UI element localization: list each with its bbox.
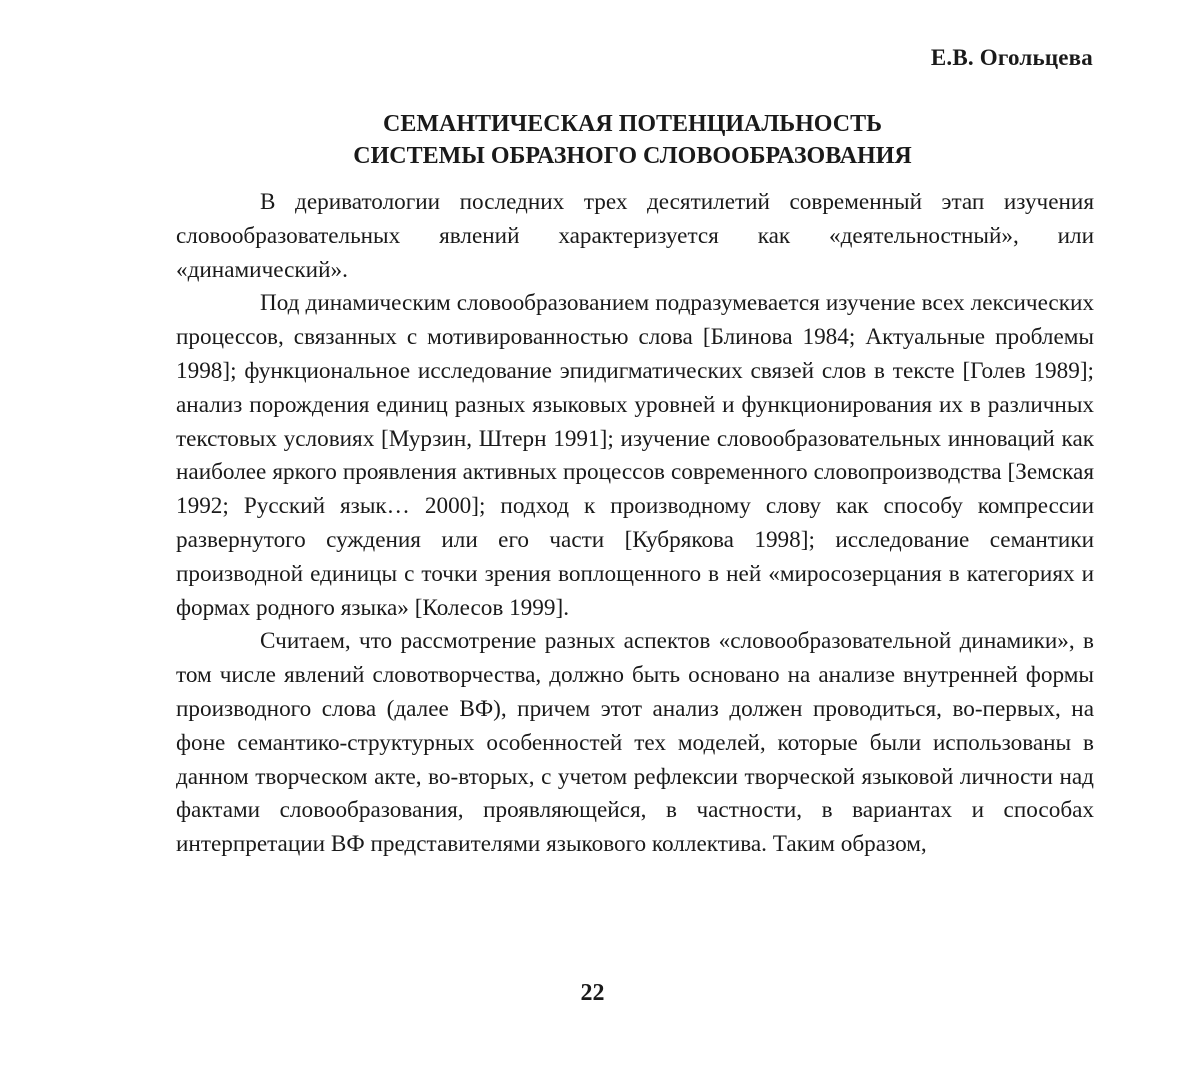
article-title xyxy=(175,108,1090,172)
title-line-2: СИСТЕМЫ ОБРАЗНОГО СЛОВООБРАЗОВАНИЯ xyxy=(353,143,912,169)
page-number: 22 xyxy=(580,980,605,1006)
author-name: Е.В. Огольцева xyxy=(930,45,1093,70)
title-line-1: СЕМАНТИЧЕСКАЯ ПОТЕНЦИАЛЬНОСТЬ xyxy=(383,111,882,137)
article-body xyxy=(176,186,1094,862)
paragraph-1: В дериватологии последних трех десятилетий современный этап изучения словообразовательных явлений характеризуется как «деятельностный», или «динамический». xyxy=(176,189,1094,283)
paragraph-3: Считаем, что рассмотрение разных аспектов «словообразовательной динамики», в том числе явлений словотворчества, должно быть основано на анализе внутренней формы производного слова (далее ВФ), причем этот анализ должен проводиться, во-первых, на фоне семантико-структурных особенностей тех моделей, которые были использованы в данном творческом акте, во-вторых, с учетом рефлексии творческой языковой личности над фактами словообразования, проявляющейся, в частности, в вариантах и способах интерпретации ВФ представителями языкового коллектива. Таким образом, xyxy=(176,628,1094,858)
paragraph-2: Под динамическим словообразованием подразумевается изучение всех лексических процессов, связанных с мотивированностью слова [Блинова 1984; Актуальные проблемы 1998]; функциональное исследование эпидигматических связей слов в тексте [Голев 1989]; анализ порождения единиц разных языковых уровней и функционирования их в различных текстовых условиях [Мурзин, Штерн 1991]; изучение словообразовательных инноваций как наиболее яркого проявления активных процессов современного словопроизводства [Земская 1992; Русский язык… 2000]; подход к производному слову как способу компрессии развернутого суждения или его части [Кубрякова 1998]; исследование семантики производной единицы с точки зрения воплощенного в ней «миросозерцания в категориях и формах родного языка» [Колесов 1999]. xyxy=(176,290,1094,621)
